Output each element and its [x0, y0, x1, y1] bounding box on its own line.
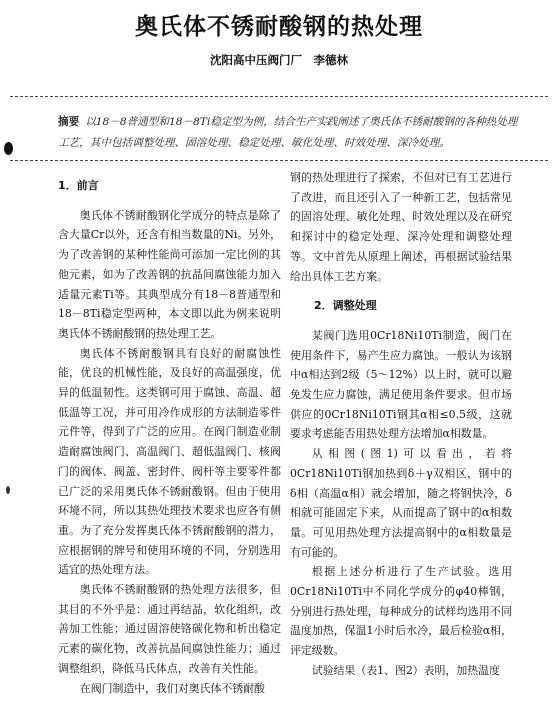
abstract: [58, 112, 520, 154]
right-column: [290, 168, 512, 681]
top-divider: [10, 96, 548, 97]
paragraph: 从相图(图1)可以看出，若将0Cr18Ni10Ti钢加热到δ＋γ双相区，钢中的δ相（高温α相）就会增加，随之将钢快冷，δ相就可能固定下来，从而提高了钢中的α相数量。可见用热处理方法提高钢中的α相数量是有可能的。: [290, 447, 512, 559]
paragraph: 钢的热处理进行了探索，不但对已有工艺进行了改进，而且还引入了一种新工艺，包括常见的固溶处理、敏化处理、时效处理以及在研究和探讨中的稳定处理、深冷处理和调整处理等。文中首先从原理上阐述，再根据试验结果给出具体工艺方案。: [290, 171, 512, 283]
scan-mark: [6, 486, 10, 494]
article-title: 奥氏体不锈耐酸钢的热处理: [135, 14, 423, 40]
abstract-divider: [10, 160, 548, 161]
abstract-label: 摘要: [58, 116, 80, 128]
section-heading-adjustment: 2．调整处理: [314, 299, 377, 313]
paragraph: 根据上述分析进行了生产试验。选用0Cr18Ni10Ti中不同化学成分的φ40棒钢，分别进行热处理，每种成分的试样均选用不同温度加热，保温1小时后水冷，最后检验α相，评定级数。: [290, 565, 512, 658]
abstract-text: 以18－8普通型和18－8Ti稳定型为例，结合生产实践阐述了奥氏体不锈耐酸钢的各种热处理工艺，其中包括调整处理、固溶处理、稳定处理、敏化处理、时效处理、深冷处理。: [58, 116, 518, 149]
paragraph: 奥氏体不锈耐酸钢具有良好的耐腐蚀性能，优良的机械性能，及良好的高温强度，优异的低温韧性。这类钢可用于腐蚀、高温、超低温等工况，并可用冷作成形的方法制造零件元件等，得到了广泛的应用。在阀门制造业制造耐腐蚀阀门、高温阀门、超低温阀门、核阀门的阀体、阀盖、密封件、阀杆等主要零件都已广泛的采用奥氏体不锈耐酸钢。但由于使用环境不同，所以其热处理技术要求也应各有侧重。为了充分发挥奥氏体不锈耐酸钢的潜力，应根据钢的牌号和使用环境的不同，分别选用适宜的热处理方法。: [58, 346, 281, 577]
author-line: 沈阳高中压阀门厂 李德林: [210, 53, 348, 67]
paragraph: 奥氏体不锈耐酸钢的热处理方法很多，但其目的不外乎是：通过再结晶，软化组织，改善加工性能；通过固溶使铬碳化物和析出稳定元素的碳化物，改善抗晶间腐蚀性能力；通过调整组织，降低马氏体点，改善有关性能。: [58, 583, 281, 675]
paragraph: 奥氏体不锈耐酸钢化学成分的特点是除了含大量Cr以外，还含有相当数量的Ni。另外，为了改善钢的某种性能尚可添加一定比例的其他元素，如为了改善钢的抗晶间腐蚀能力加入适量元素Ti等。其典型成分有18－8普通型和18－8Ti稳定型两种，本文即以此为例来说明奥氏体不锈耐酸钢的热处理工艺。: [58, 208, 281, 340]
left-column: [58, 168, 281, 698]
paragraph: 试验结果（表1、图2）表明，加热温度: [311, 663, 500, 677]
section-heading-intro: 1．前言: [58, 179, 99, 192]
paragraph: 某阀门选用0Cr18Ni10Ti制造，阀门在使用条件下，易产生应力腐蚀。一般认为该钢中α相达到2级（5～12%）以上时，就可以避免发生应力腐蚀，满足使用条件要求。但市场供应的0Cr18Ni10Ti钢其α相≤0.5级，这就要求考虑能否用热处理方法增加α相数量。: [290, 328, 512, 441]
paragraph: 在阀门制造中，我们对奥氏体不锈耐酸: [79, 681, 265, 695]
scan-mark: [4, 142, 13, 155]
